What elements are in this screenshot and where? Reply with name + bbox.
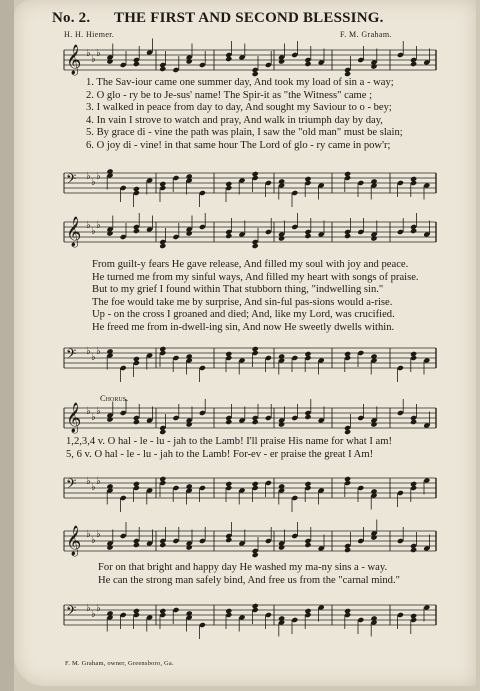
note-head bbox=[106, 483, 113, 489]
note-head bbox=[252, 552, 259, 558]
note-head bbox=[133, 228, 140, 234]
flat-icon: ♭ bbox=[96, 220, 101, 231]
note-head bbox=[370, 353, 377, 359]
note-head bbox=[410, 61, 417, 67]
treble-staff-2 bbox=[64, 214, 436, 254]
flat-icon: ♭ bbox=[86, 346, 91, 357]
note-head bbox=[106, 168, 113, 174]
chorus-line-1: 1,2,3,4 v. O hal - le - lu - jah to the Lamb! I'll praise His name for what I am! bbox=[66, 436, 393, 447]
note-head bbox=[159, 181, 166, 187]
flat-icon: ♭ bbox=[91, 482, 96, 493]
note-head bbox=[186, 610, 193, 616]
note-head bbox=[159, 476, 166, 482]
note-head bbox=[344, 351, 351, 357]
chorus-label: Chorus. bbox=[100, 393, 129, 403]
verse-5-line-a: 5. By grace di - vine the path was plain, I saw the "old man" must be slain; bbox=[86, 127, 403, 138]
flat-icon: ♭ bbox=[96, 603, 101, 614]
note-head bbox=[370, 235, 377, 241]
bass-clef-icon: 𝄢 bbox=[66, 346, 77, 365]
note-head bbox=[278, 353, 285, 359]
chorus-line-2: 5, 6 v. O hal - le - lu - jah to the Lamb! For-ev - er praise the great I Am! bbox=[66, 448, 374, 460]
note-head bbox=[133, 419, 140, 425]
note-head bbox=[186, 58, 193, 64]
flat-icon: ♭ bbox=[96, 406, 101, 417]
note-head bbox=[159, 542, 166, 548]
flat-icon: ♭ bbox=[86, 529, 91, 540]
verse-2-line-b: He turned me from my sinful ways, And filled my heart with songs of praise. bbox=[92, 271, 419, 283]
note-head bbox=[410, 228, 417, 234]
composer-credit: F. M. Graham. bbox=[340, 30, 392, 39]
note-head bbox=[252, 171, 259, 177]
note-head bbox=[304, 351, 311, 357]
note-head bbox=[106, 416, 113, 422]
note-head bbox=[344, 233, 351, 239]
flat-icon: ♭ bbox=[91, 412, 96, 423]
verse-block-b bbox=[92, 259, 419, 334]
bass-staff-1 bbox=[64, 165, 436, 205]
flat-icon: ♭ bbox=[86, 406, 91, 417]
note-head bbox=[278, 421, 285, 427]
flat-icon: ♭ bbox=[96, 346, 101, 357]
note-head bbox=[252, 603, 259, 609]
note-head bbox=[106, 348, 113, 354]
note-head bbox=[370, 63, 377, 69]
treble-clef-icon: 𝄞 bbox=[66, 403, 82, 433]
note-head bbox=[252, 419, 259, 425]
note-head bbox=[410, 547, 417, 553]
note-head bbox=[225, 419, 232, 425]
note-head bbox=[133, 356, 140, 362]
note-head bbox=[106, 230, 113, 236]
refrain-line-2: He can the strong man safely bind, And free us from the "carnal mind." bbox=[98, 574, 400, 586]
note-head bbox=[225, 233, 232, 239]
bass-clef-icon: 𝄢 bbox=[66, 171, 77, 190]
treble-staff-1 bbox=[64, 42, 436, 82]
note-head bbox=[370, 534, 377, 540]
flat-icon: ♭ bbox=[91, 609, 96, 620]
page-binding-edge bbox=[0, 0, 14, 691]
flat-icon: ♭ bbox=[96, 529, 101, 540]
note-head bbox=[278, 483, 285, 489]
note-head bbox=[186, 483, 193, 489]
note-head bbox=[304, 414, 311, 420]
flat-icon: ♭ bbox=[91, 535, 96, 546]
note-head bbox=[159, 66, 166, 72]
note-head bbox=[344, 429, 351, 435]
treble-clef-icon: 𝄞 bbox=[66, 217, 82, 247]
note-head bbox=[186, 353, 193, 359]
chorus-lyrics bbox=[66, 436, 392, 461]
flat-icon: ♭ bbox=[86, 171, 91, 182]
flat-icon: ♭ bbox=[96, 171, 101, 182]
note-head bbox=[225, 608, 232, 614]
note-head bbox=[304, 481, 311, 487]
note-head bbox=[278, 544, 285, 550]
note-head bbox=[304, 542, 311, 548]
treble-staff-4 bbox=[64, 523, 436, 563]
flat-icon: ♭ bbox=[96, 476, 101, 487]
verse-1-line-a: 1. The Sav-iour came one summer day, And took my load of sin a - way; bbox=[86, 77, 394, 88]
note-head bbox=[106, 544, 113, 550]
note-head bbox=[159, 429, 166, 435]
note-head bbox=[278, 178, 285, 184]
verse-4-line-b: The foe would take me by surprise, And sin-ful pas-sions would a-rise. bbox=[92, 296, 393, 308]
treble-staff-3 bbox=[64, 400, 436, 440]
flat-icon: ♭ bbox=[91, 352, 96, 363]
note-head bbox=[304, 61, 311, 67]
note-head bbox=[186, 421, 193, 427]
verse-block-a bbox=[86, 77, 403, 152]
note-head bbox=[344, 171, 351, 177]
note-head bbox=[304, 233, 311, 239]
flat-icon: ♭ bbox=[91, 177, 96, 188]
hymn-number: No. 2. bbox=[52, 10, 91, 26]
note-head bbox=[106, 610, 113, 616]
flat-icon: ♭ bbox=[91, 54, 96, 65]
hymn-title: THE FIRST AND SECOND BLESSING. bbox=[113, 10, 384, 26]
note-head bbox=[304, 176, 311, 182]
refrain-line-1: For on that bright and happy day He washed my ma-ny sins a - way. bbox=[98, 562, 388, 573]
note-head bbox=[186, 173, 193, 179]
copyright-footer: F. M. Graham, owner, Greensboro, Ga. bbox=[65, 660, 174, 667]
note-head bbox=[186, 544, 193, 550]
note-head bbox=[133, 542, 140, 548]
verse-6-line-b: He freed me from in-dwell-ing sin, And now He sweetly dwells within. bbox=[92, 321, 395, 333]
note-head bbox=[370, 488, 377, 494]
note-head bbox=[410, 481, 417, 487]
note-head bbox=[370, 178, 377, 184]
note-head bbox=[159, 608, 166, 614]
note-head bbox=[225, 351, 232, 357]
bass-staff-4 bbox=[64, 597, 436, 637]
note-head bbox=[410, 419, 417, 425]
verse-3-line-a: 3. I walked in peace from day to day, And sought my Saviour to o - bey; bbox=[86, 102, 392, 113]
bass-clef-icon: 𝄢 bbox=[66, 476, 77, 495]
note-head bbox=[252, 346, 259, 352]
note-head bbox=[410, 613, 417, 619]
verse-3-line-b: But to my grief I found within That stubborn thing, "indwelling sin." bbox=[92, 284, 384, 295]
flat-icon: ♭ bbox=[96, 48, 101, 59]
note-head bbox=[278, 615, 285, 621]
verse-6-line-a: 6. O joy di - vine! in that same hour The Lord of glo - ry came in pow'r; bbox=[86, 139, 391, 151]
bass-staff-2 bbox=[64, 340, 436, 380]
verse-4-line-a: 4. In vain I strove to watch and pray, And walk in triumph day by day, bbox=[86, 114, 383, 126]
treble-clef-icon: 𝄞 bbox=[66, 45, 82, 75]
note-head bbox=[225, 537, 232, 543]
note-head bbox=[106, 58, 113, 64]
verse-5-line-b: Up - on the cross I groaned and died; And, like my Lord, was crucified. bbox=[92, 309, 395, 320]
note-head bbox=[278, 58, 285, 64]
note-head bbox=[225, 481, 232, 487]
flat-icon: ♭ bbox=[86, 220, 91, 231]
note-head bbox=[225, 56, 232, 62]
bass-staff-3 bbox=[64, 470, 436, 510]
note-head bbox=[133, 61, 140, 67]
flat-icon: ♭ bbox=[86, 603, 91, 614]
note-head bbox=[133, 608, 140, 614]
note-head bbox=[410, 176, 417, 182]
refrain-lyrics bbox=[98, 562, 400, 587]
flat-icon: ♭ bbox=[86, 48, 91, 59]
note-head bbox=[159, 243, 166, 249]
note-head bbox=[133, 186, 140, 192]
note-head bbox=[370, 421, 377, 427]
flat-icon: ♭ bbox=[86, 476, 91, 487]
bass-clef-icon: 𝄢 bbox=[66, 603, 77, 622]
note-head bbox=[344, 476, 351, 482]
verse-1-line-b: From guilt-y fears He gave release, And filled my soul with joy and peace. bbox=[92, 259, 409, 270]
note-head bbox=[225, 181, 232, 187]
note-head bbox=[370, 615, 377, 621]
hymn-header bbox=[52, 10, 384, 27]
note-head bbox=[344, 608, 351, 614]
note-head bbox=[304, 608, 311, 614]
note-head bbox=[159, 346, 166, 352]
note-head bbox=[410, 351, 417, 357]
note-head bbox=[133, 481, 140, 487]
verse-2-line-a: 2. O glo - ry be to Je-sus' name! The Spir-it as "the Witness" came ; bbox=[86, 89, 373, 101]
lyricist-credit: H. H. Hiemer. bbox=[64, 30, 115, 39]
treble-clef-icon: 𝄞 bbox=[66, 526, 82, 556]
note-head bbox=[252, 481, 259, 487]
flat-icon: ♭ bbox=[91, 226, 96, 237]
note-head bbox=[252, 243, 259, 249]
note-head bbox=[186, 230, 193, 236]
note-head bbox=[344, 547, 351, 553]
note-head bbox=[278, 235, 285, 241]
